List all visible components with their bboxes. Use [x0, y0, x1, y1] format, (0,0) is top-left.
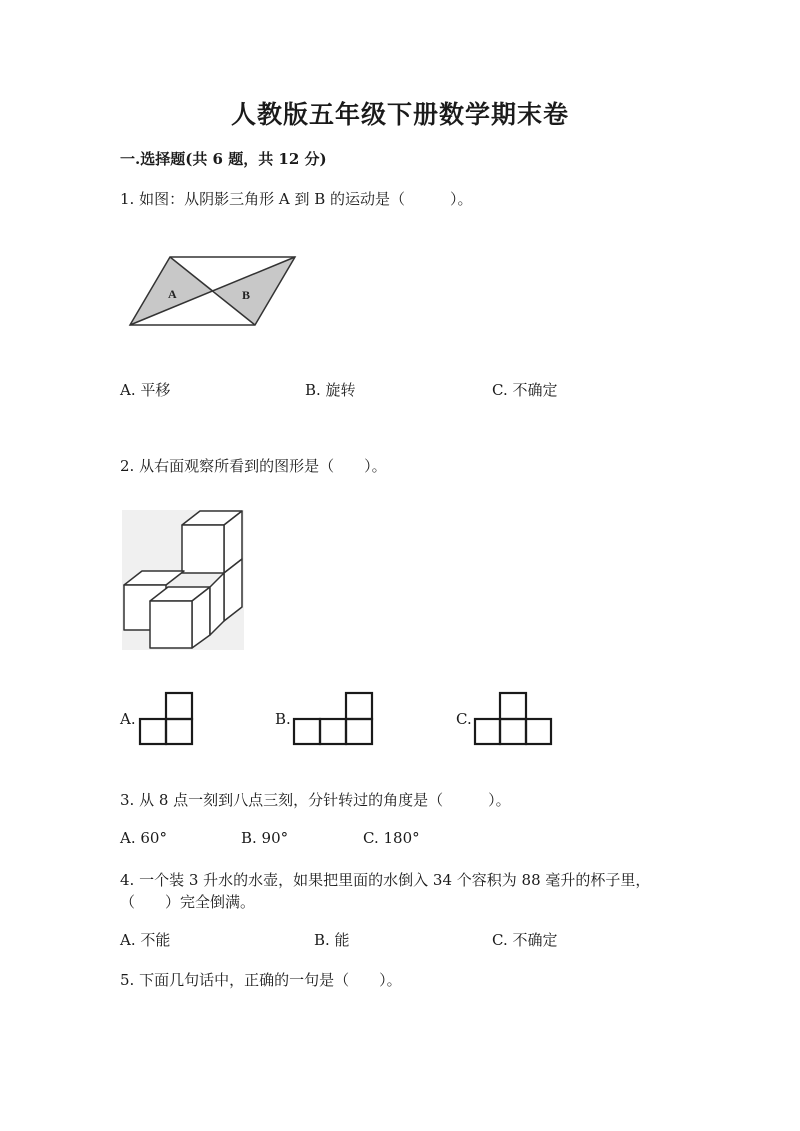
label-b: B [242, 288, 251, 302]
question-4-text-line1: 4. 一个装 3 升水的水壶，如果把里面的水倒入 34 个容积为 88 毫升的杯子里， [120, 871, 651, 889]
shaded-triangle-b [213, 257, 295, 325]
q1-option-c: C. 不确定 [492, 381, 558, 399]
exam-title: 人教版五年级下册数学期末卷 [230, 100, 569, 129]
q1-option-b: B. 旋转 [305, 381, 356, 399]
q3-option-b: B. 90° [241, 829, 289, 847]
q4-option-a: A. 不能 [120, 931, 171, 949]
cube-stack-figure [122, 510, 244, 650]
question-5-text: 5. 下面几句话中，正确的一句是（ ）。 [120, 971, 402, 989]
q2-option-a-label: A. [120, 710, 136, 728]
q4-option-b: B. 能 [314, 931, 350, 949]
q2-option-b-figure [292, 690, 376, 746]
q3-option-a: A. 60° [120, 829, 167, 847]
q2-option-a-figure [138, 690, 196, 746]
parallelogram-figure [125, 252, 305, 332]
q4-option-c: C. 不确定 [492, 931, 558, 949]
label-a: A [168, 287, 177, 301]
q1-option-a: A. 平移 [120, 381, 171, 399]
question-2-text: 2. 从右面观察所看到的图形是（ ）。 [120, 457, 387, 475]
q3-option-c: C. 180° [363, 829, 420, 847]
q2-option-c-figure [473, 690, 555, 746]
q2-option-b-label: B. [275, 710, 291, 728]
section-heading: 一.选择题(共 6 题，共 12 分) [120, 150, 327, 168]
question-1-text: 1. 如图：从阴影三角形 A 到 B 的运动是（ ）。 [120, 190, 473, 208]
question-3-text: 3. 从 8 点一刻到八点三刻，分针转过的角度是（ ）。 [120, 791, 511, 809]
question-4-text-line2: （ ）完全倒满。 [120, 893, 256, 911]
q2-option-c-label: C. [456, 710, 472, 728]
